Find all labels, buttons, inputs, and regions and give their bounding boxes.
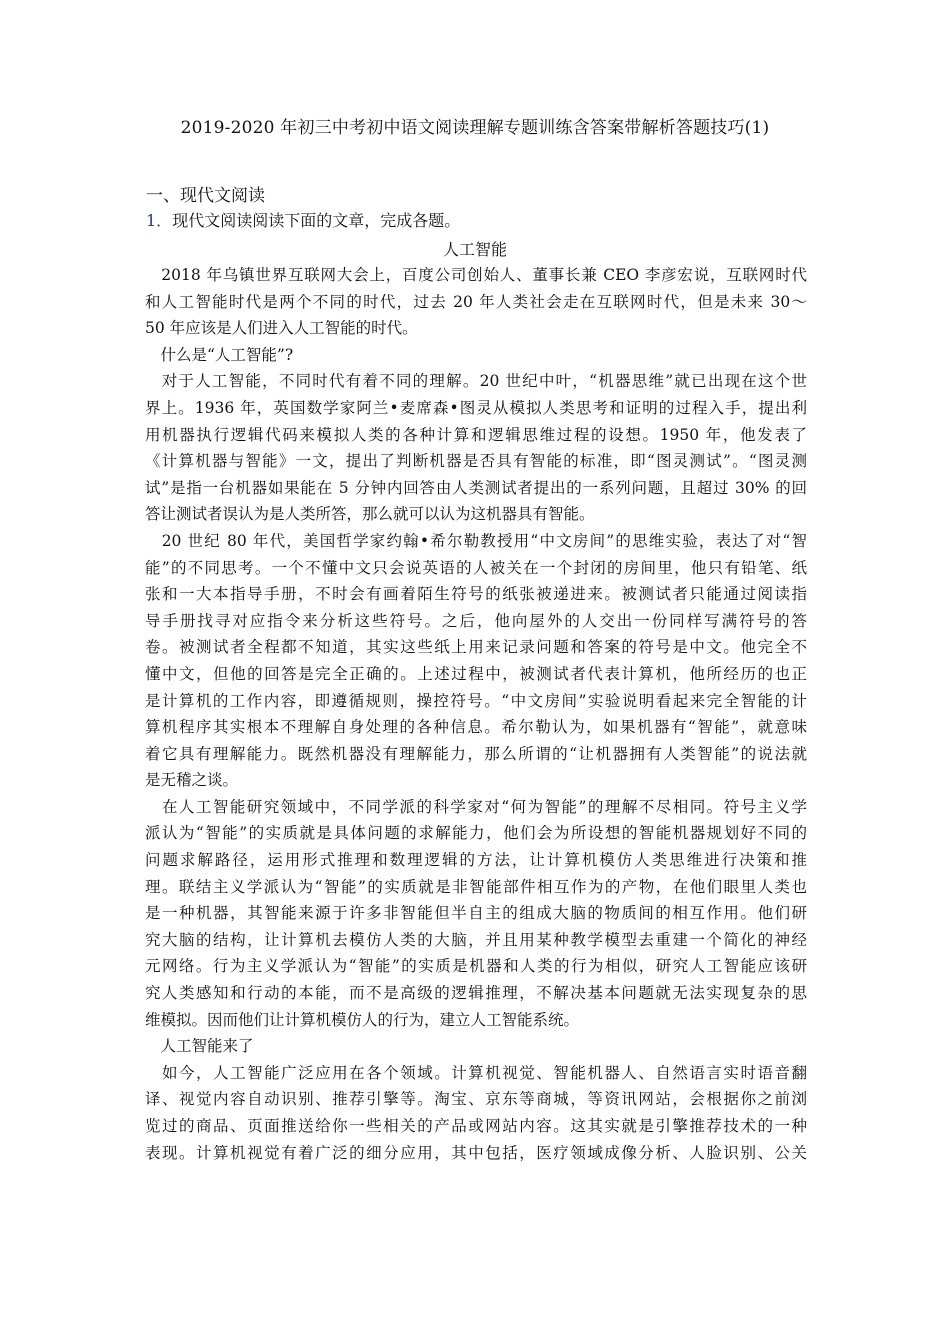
- text-line: 是无稽之谈。: [145, 771, 239, 790]
- text-line: 表现。计算机视觉有着广泛的细分应用，其中包括，医疗领域成像分析、人脸识别、公关: [145, 1143, 807, 1162]
- text-line: 译、视觉内容自动识别、推荐引擎等。淘宝、京东等商城，等资讯网站，会根据你之前浏: [145, 1090, 807, 1109]
- text-line: 维模拟。因而他们让计算机模仿人的行为，建立人工智能系统。: [145, 1010, 580, 1029]
- text-line: 算机程序其实根本不理解自身处理的各种信息。希尔勒认为，如果机器有“智能”，就意味: [145, 718, 807, 737]
- question-text: 现代文阅读阅读下面的文章，完成各题。: [172, 211, 461, 230]
- text-line: 张和一大本指导手册，不时会有画着陌生符号的纸张被递进来。被测试者只能通过阅读指: [145, 585, 807, 604]
- text-line: 理。联结主义学派认为“智能”的实质就是非智能部件相互作为的产物，在他们眼里人类也: [145, 877, 807, 896]
- text-line: 答让测试者误认为是人类所答，那么就可以认为这机器具有智能。: [145, 505, 595, 524]
- text-line: 懂中文，但他的回答是完全正确的。上述过程中，被测试者代表计算机，他所经历的也正: [145, 664, 807, 683]
- text-line: 卷。被测试者全程都不知道，其实这些纸上用来记录问题和答案的符号是中文。他完全不: [145, 638, 807, 657]
- article-title: 人工智能: [442, 240, 507, 259]
- text-line: 导手册找寻对应指令来分析这些符号。之后，他向屋外的人交出一份同样写满符号的答: [145, 611, 807, 630]
- text-line: 问题求解路径，运用形式推理和数理逻辑的方法，让计算机模仿人类思维进行决策和推: [145, 851, 807, 870]
- question-prompt: [146, 209, 460, 233]
- text-line: 派认为“智能”的实质就是具体问题的求解能力，他们会为所设想的智能机器规划好不同的: [145, 824, 807, 843]
- text-line: 览过的商品、页面推送给你一些相关的产品或网站内容。这其实就是引擎推荐技术的一种: [145, 1117, 807, 1135]
- text-line: 用机器执行逻辑代码来模拟人类的各种计算和逻辑思维过程的设想。1950 年，他发表了: [145, 425, 807, 444]
- text-line: 什么是“人工智能”?: [145, 345, 294, 364]
- section-heading: 一、现代文阅读: [146, 186, 265, 206]
- text-line: 是一种机器，其智能来源于许多非智能但半自主的组成大脑的物质间的相互作用。他们研: [145, 904, 807, 923]
- document-title: 2019-2020 年初三中考初中语文阅读理解专题训练含答案带解析答题技巧(1): [180, 118, 770, 138]
- text-line: 人工智能来了: [145, 1037, 254, 1056]
- text-line: 究人类感知和行动的本能，而不是高级的逻辑推理，不解决基本问题就无法实现复杂的思: [145, 984, 807, 1003]
- text-line: 界上。1936 年，英国数学家阿兰•麦席森•图灵从模拟人类思考和证明的过程入手，提出利: [145, 398, 807, 417]
- text-line: 试”是指一台机器如果能在 5 分钟内回答由人类测试者提出的一系列问题，且超过 30% 的回: [145, 478, 807, 497]
- text-line: 究大脑的结构，让计算机去模仿人类的大脑，并且用某种教学模型去重建一个简化的神经: [145, 930, 807, 949]
- text-line: 元网络。行为主义学派认为“智能”的实质是机器和人类的行为相似，研究人工智能应该研: [145, 957, 807, 976]
- text-line: 和人工智能时代是两个不同的时代，过去 20 年人类社会走在互联网时代，但是未来 30～: [145, 292, 807, 311]
- text-line: 50 年应该是人们进入人工智能的时代。: [145, 319, 418, 338]
- question-number: 1．: [146, 211, 173, 230]
- text-line: 《计算机器与智能》一文，提出了判断机器是否具有智能的标准，即“图灵测试”。“图灵测: [145, 452, 807, 471]
- text-line: 20 世纪 80 年代，美国哲学家约翰•希尔勒教授用“中文房间”的思维实验，表达了对“智: [145, 531, 807, 550]
- text-line: 着它具有理解能力。既然机器没有理解能力，那么所谓的“让机器拥有人类智能”的说法就: [145, 744, 807, 763]
- text-line: 2018 年乌镇世界互联网大会上，百度公司创始人、董事长兼 CEO 李彦宏说，互联网时代: [145, 266, 807, 284]
- text-line: 如今，人工智能广泛应用在各个领域。计算机视觉、智能机器人、自然语言实时语音翻: [145, 1063, 807, 1082]
- text-line: 对于人工智能，不同时代有着不同的理解。20 世纪中叶，“机器思维”就已出现在这个世: [145, 372, 807, 391]
- text-line: 在人工智能研究领域中，不同学派的科学家对“何为智能”的理解不尽相同。符号主义学: [145, 797, 807, 816]
- text-line: 能”的不同思考。一个不懂中文只会说英语的人被关在一个封闭的房间里，他只有铅笔、纸: [145, 558, 807, 577]
- article-body: [145, 262, 807, 1166]
- text-line: 是计算机的工作内容，即遵循规则，操控符号。“中文房间”实验说明看起来完全智能的计: [145, 691, 807, 710]
